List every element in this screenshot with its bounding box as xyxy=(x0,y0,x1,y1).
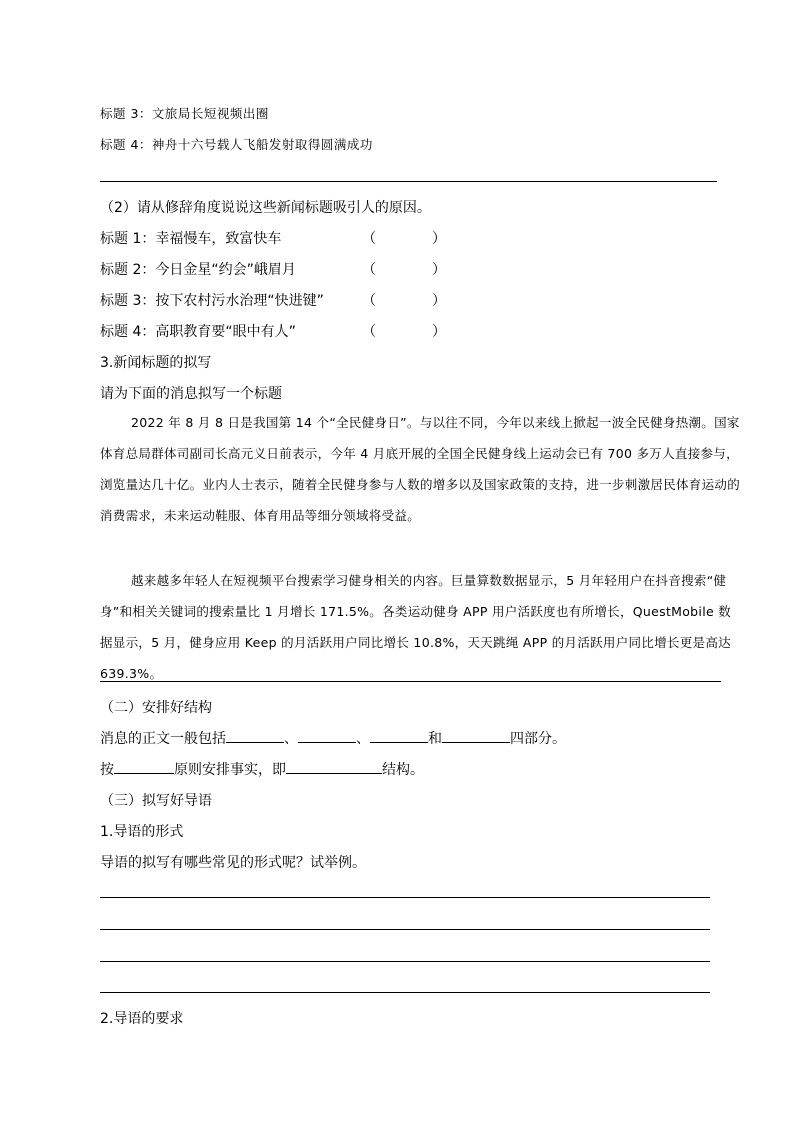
part2-title: （二）安排好结构 xyxy=(100,700,212,716)
part3-sub1: 1.导语的形式 xyxy=(100,824,184,840)
news-paragraph-1: 2022 年 8 月 8 日是我国第 14 个“全民健身日”。与以往不同，今年以来线上掀起一波全民健身热潮。国家体育总局群体司副司长高元义日前表示，今年 4 月底开展的全国全民健身线上运动会已有 700 多万人直接参与，浏览量达几十亿。业内人士表示，随着全民健身参与人数的增多以及国家政策的支持，进一步刺激居民体育运动的消费需求，未来运动鞋服、体育用品等细分领域将受益。 xyxy=(100,415,741,523)
structure-line-2-end: 结构。 xyxy=(382,762,424,778)
blank-3[interactable] xyxy=(370,728,428,743)
answer-line[interactable] xyxy=(100,897,710,898)
answer-line[interactable] xyxy=(100,681,721,682)
q2-item-1-answer[interactable]: （ ） xyxy=(362,231,446,247)
answer-line[interactable] xyxy=(100,929,710,930)
answer-line[interactable] xyxy=(100,961,710,962)
news-paragraph-2: 越来越多年轻人在短视频平台搜索学习健身相关的内容。巨量算数数据显示，5 月年轻用户在抖音搜索“健身”和相关关键词的搜索量比 1 月增长 171.5%。各类运动健身 APP 用户活跃度也有所增长，QuestMobile 数据显示，5 月，健身应用 Keep 的月活跃用户同比增长 10.8%，天天跳绳 APP 的月活跃用户同比增长更是高达 639.3%。 xyxy=(100,573,732,681)
blank-2[interactable] xyxy=(298,728,356,743)
part3-question: 导语的拟写有哪些常见的形式呢？试举例。 xyxy=(100,855,366,871)
q2-item-4-answer[interactable]: （ ） xyxy=(362,324,446,340)
structure-line-2-text-a: 按 xyxy=(100,762,114,778)
structure-line-2-text-b: 原则安排事实，即 xyxy=(174,762,286,778)
structure-line-1-end: 四部分。 xyxy=(510,731,566,747)
q2-item-4-label: 标题 4：高职教育要“眼中有人” xyxy=(100,324,296,340)
headline-3: 标题 3：文旅局长短视频出圈 xyxy=(100,106,269,121)
blank-4[interactable] xyxy=(442,728,510,743)
part3-sub2: 2.导语的要求 xyxy=(100,1011,184,1027)
answer-line[interactable] xyxy=(100,181,717,182)
structure-line-1 xyxy=(100,728,566,748)
blank-6[interactable] xyxy=(286,759,382,774)
q2-item-3-answer[interactable]: （ ） xyxy=(362,293,446,309)
structure-line-2 xyxy=(100,759,424,779)
blank-1[interactable] xyxy=(226,728,284,743)
q2-item-3-label: 标题 3：按下农村污水治理“快进键” xyxy=(100,293,324,309)
section3-instruction: 请为下面的消息拟写一个标题 xyxy=(100,386,282,402)
separator: 、 xyxy=(284,731,298,747)
q2-item-1-label: 标题 1：幸福慢车，致富快车 xyxy=(100,231,282,247)
separator: 和 xyxy=(428,731,442,747)
separator: 、 xyxy=(356,731,370,747)
answer-line[interactable] xyxy=(100,992,710,993)
headline-4: 标题 4：神舟十六号载人飞船发射取得圆满成功 xyxy=(100,137,373,152)
q2-item-2-label: 标题 2：今日金星“约会”峨眉月 xyxy=(100,262,296,278)
section3-title: 3.新闻标题的拟写 xyxy=(100,355,212,371)
q2-item-2-answer[interactable]: （ ） xyxy=(362,262,446,278)
q2-prompt: （2）请从修辞角度说说这些新闻标题吸引人的原因。 xyxy=(100,200,431,216)
blank-5[interactable] xyxy=(114,759,174,774)
part3-title: （三）拟写好导语 xyxy=(100,793,212,809)
structure-line-1-text: 消息的正文一般包括 xyxy=(100,731,226,747)
